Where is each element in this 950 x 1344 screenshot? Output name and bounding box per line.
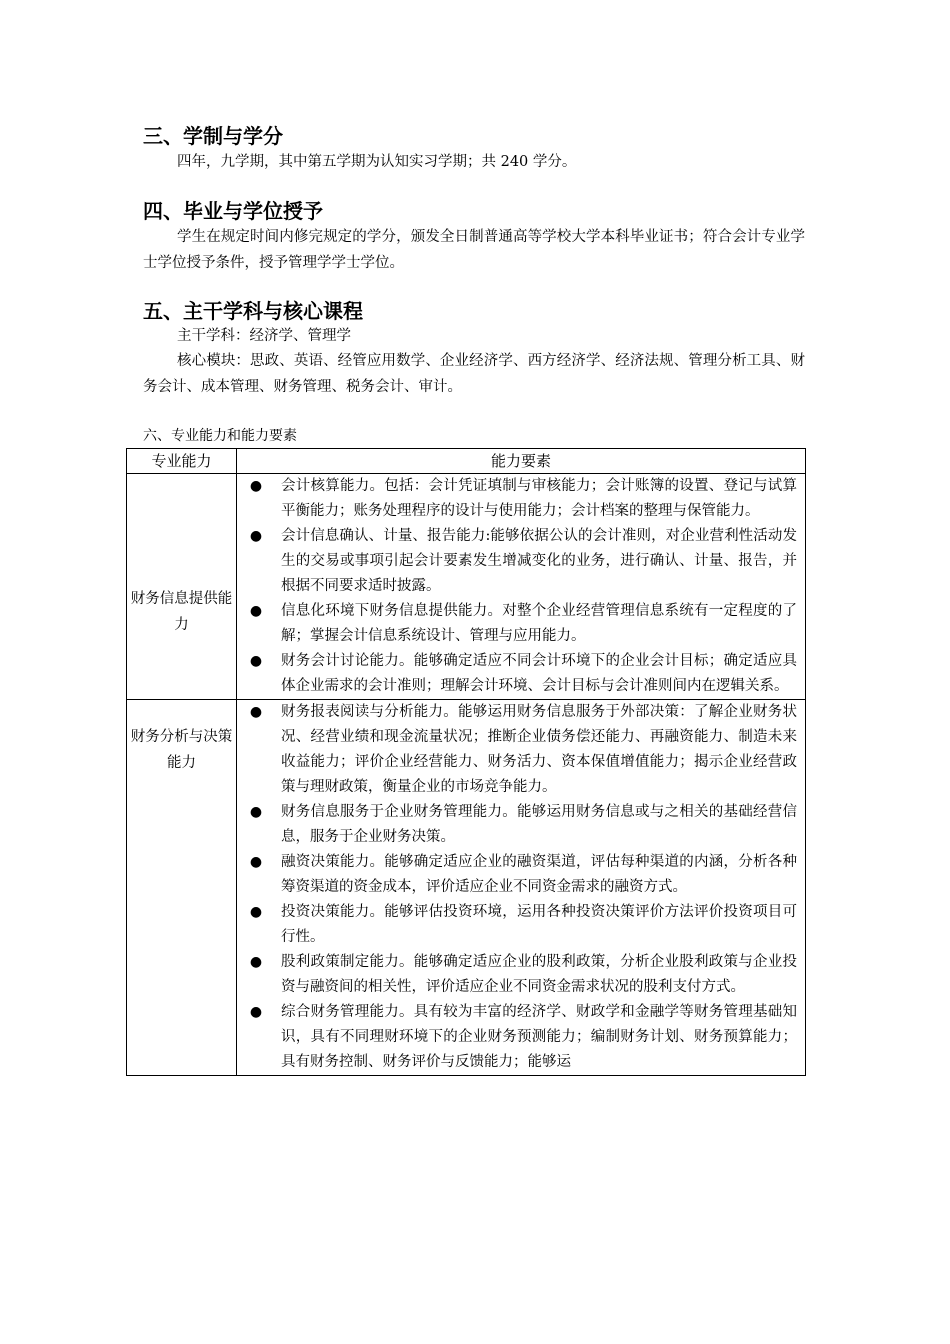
elements-cell — [237, 700, 806, 1076]
bullet-icon: ● — [249, 653, 263, 669]
bullet-icon: ● — [249, 804, 263, 820]
table-caption: 六、专业能力和能力要素 — [143, 428, 297, 444]
list-item: ● 财务会计讨论能力。能够确定适应不同会计环境下的企业会计目标；确定适应具体企业需求的会计准则；理解会计环境、会计目标与会计准则间内在逻辑关系。 — [237, 649, 797, 699]
elements-list — [237, 700, 805, 1075]
header-elements: 能力要素 — [237, 449, 806, 474]
section-heading-4: 四、毕业与学位授予 — [143, 199, 323, 223]
bullet-icon: ● — [249, 478, 263, 494]
section-4-paragraph: 学生在规定时间内修完规定的学分，颁发全日制普通高等学校大学本科毕业证书；符合会计专业学士学位授予条件，授予管理学学士学位。 — [143, 229, 805, 271]
elements-list — [237, 474, 805, 699]
table-row — [127, 700, 806, 1076]
list-item: ● 信息化环境下财务信息提供能力。对整个企业经营管理信息系统有一定程度的了解；掌握会计信息系统设计、管理与应用能力。 — [237, 599, 797, 649]
bullet-icon: ● — [249, 954, 263, 970]
bullet-icon: ● — [249, 904, 263, 920]
section-3-paragraph: 四年，九学期，其中第五学期为认知实习学期；共 240 学分。 — [177, 154, 577, 170]
ability-table — [126, 448, 806, 1076]
header-ability: 专业能力 — [127, 449, 237, 474]
list-item: ● 投资决策能力。能够评估投资环境，运用各种投资决策评价方法评价投资项目可行性。 — [237, 900, 797, 950]
section-5-paragraph-main-disciplines: 主干学科：经济学、管理学 — [177, 328, 351, 344]
list-item: ● 财务信息服务于企业财务管理能力。能够运用财务信息或与之相关的基础经营信息，服务于企业财务决策。 — [237, 800, 797, 850]
category-label: 财务信息提供能力 — [130, 591, 233, 633]
table-header-row — [127, 449, 806, 474]
list-item: ● 股利政策制定能力。能够确定适应企业的股利政策，分析企业股利政策与企业投资与融资间的相关性，评价适应企业不同资金需求状况的股利支付方式。 — [237, 950, 797, 1000]
elements-cell — [237, 474, 806, 700]
list-item: ● 综合财务管理能力。具有较为丰富的经济学、财政学和金融学等财务管理基础知识，具有不同理财环境下的企业财务预测能力；编制财务计划、财务预算能力；具有财务控制、财务评价与反馈能力；能够运 — [237, 1000, 797, 1075]
list-item: ● 融资决策能力。能够确定适应企业的融资渠道，评估每种渠道的内涵，分析各种筹资渠道的资金成本，评价适应企业不同资金需求的融资方式。 — [237, 850, 797, 900]
category-label: 财务分析与决策能力 — [130, 729, 233, 771]
bullet-icon: ● — [249, 1004, 263, 1020]
bullet-icon: ● — [249, 603, 263, 619]
section-5-paragraph-core-modules: 核心模块：思政、英语、经管应用数学、企业经济学、西方经济学、经济法规、管理分析工具、财务会计、成本管理、财务管理、税务会计、审计。 — [143, 353, 805, 395]
section-heading-5: 五、主干学科与核心课程 — [143, 299, 363, 323]
list-item: ● 财务报表阅读与分析能力。能够运用财务信息服务于外部决策：了解企业财务状况、经营业绩和现金流量状况；推断企业债务偿还能力、再融资能力、制造未来收益能力；评价企业经营能力、财务活力、资本保值增值能力；揭示企业经营政策与理财政策，衡量企业的市场竞争能力。 — [237, 700, 797, 800]
section-heading-3: 三、学制与学分 — [143, 124, 283, 148]
bullet-icon: ● — [249, 528, 263, 544]
table-row — [127, 474, 806, 700]
category-cell — [127, 700, 237, 1076]
bullet-icon: ● — [249, 704, 263, 720]
list-item: ● 会计信息确认、计量、报告能力:能够依据公认的会计准则，对企业营利性活动发生的交易或事项引起会计要素发生增减变化的业务，进行确认、计量、报告，并根据不同要求适时披露。 — [237, 524, 797, 599]
category-cell — [127, 474, 237, 700]
list-item: ● 会计核算能力。包括：会计凭证填制与审核能力；会计账簿的设置、登记与试算平衡能力；账务处理程序的设计与使用能力；会计档案的整理与保管能力。 — [237, 474, 797, 524]
bullet-icon: ● — [249, 854, 263, 870]
